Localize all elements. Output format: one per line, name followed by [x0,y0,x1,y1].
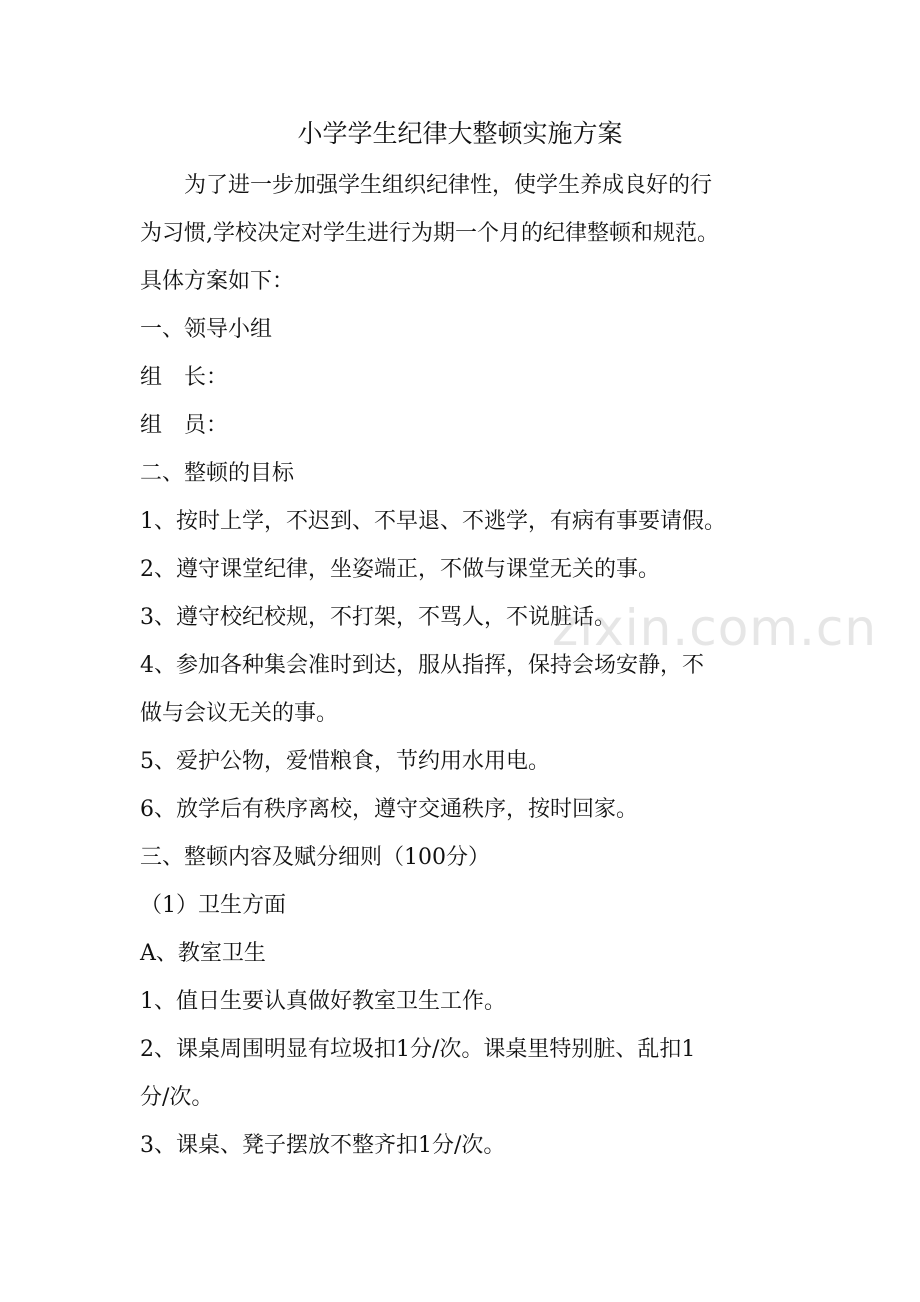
subsection-hygiene: （1）卫生方面 [140,893,286,918]
goal-item-2: 2、遵守课堂纪律，坐姿端正，不做与课堂无关的事。 [140,557,660,582]
watermark: zixin.com.cn [552,599,878,657]
goal-item-4: 4、参加各种集会准时到达，服从指挥，保持会场安静，不 [140,653,704,678]
section-heading-scoring: 三、整顿内容及赋分细则（100分） [140,845,490,870]
section-heading-goals: 二、整顿的目标 [140,461,295,486]
section-heading-leadership: 一、领导小组 [140,317,273,342]
subsection-classroom-hygiene: A、教室卫生 [140,941,266,966]
paragraph-line-intro-2: 为习惯,学校决定对学生进行为期一个月的纪律整顿和规范。 [140,221,719,246]
goal-item-1: 1、按时上学，不迟到、不早退、不逃学，有病有事要请假。 [140,509,726,534]
team-member-line: 组 员： [140,413,229,438]
goal-item-4-continued: 做与会议无关的事。 [140,701,339,726]
rule-item-1: 1、值日生要认真做好教室卫生工作。 [140,989,506,1014]
document-title: 小学学生纪律大整顿实施方案 [297,119,623,148]
goal-item-6: 6、放学后有秩序离校，遵守交通秩序，按时回家。 [140,797,638,822]
rule-item-3: 3、课桌、凳子摆放不整齐扣1分/次。 [140,1133,506,1158]
team-leader-line: 组 长： [140,365,229,390]
goal-item-5: 5、爱护公物，爱惜粮食，节约用水用电。 [140,749,550,774]
rule-item-2: 2、课桌周围明显有垃圾扣1分/次。课桌里特别脏、乱扣1 [140,1037,696,1062]
paragraph-line-intro-1: 为了进一步加强学生组织纪律性，使学生养成良好的行 [184,173,713,198]
goal-item-3: 3、遵守校纪校规，不打架，不骂人，不说脏话。 [140,605,616,630]
rule-item-2-continued: 分/次。 [140,1085,214,1110]
paragraph-line-intro-3: 具体方案如下： [140,269,295,294]
